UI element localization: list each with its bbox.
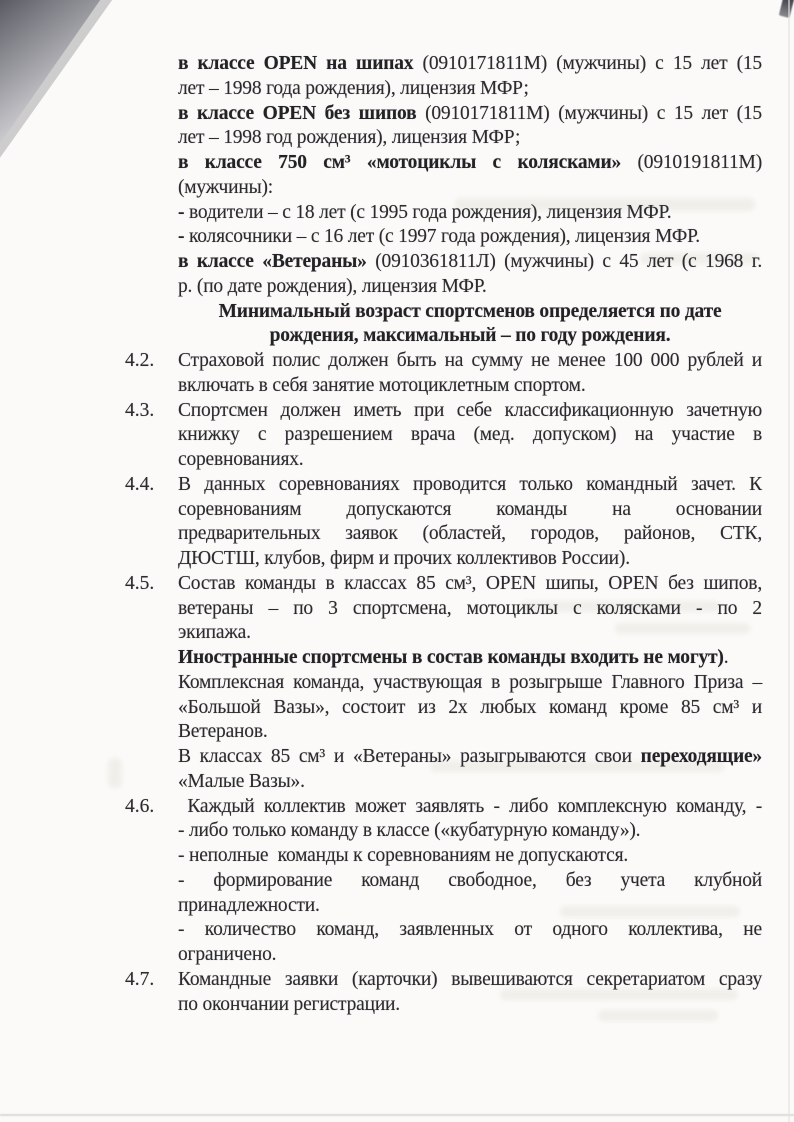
text-segment: ДЮСТШ, клубов, фирм и прочих коллективов России). <box>178 548 630 569</box>
item-number: 4.2. <box>125 350 155 371</box>
text-segment: Страховой полис должен быть на сумму не менее 100 000 рублей и <box>178 350 762 371</box>
text-segment: «Малые Вазы». <box>178 770 305 792</box>
text-segment: . <box>723 647 729 668</box>
text-segment: предварительных заявок (областей, городов, районов, СТК, <box>178 523 762 545</box>
text-segment: лет – 1998 года рождения), лицензия МФР; <box>178 77 529 99</box>
text-segment-bold: - <box>178 226 185 248</box>
text-segment: по окончании регистрации. <box>178 993 400 1015</box>
text-segment: лет – 1998 год рождения), лицензия МФР; <box>178 127 521 149</box>
text-segment: Каждый коллектив может заявлять - либо комплексную команду, - <box>178 795 762 817</box>
doc-line <box>178 720 762 745</box>
doc-line <box>178 918 762 943</box>
doc-line <box>178 300 762 325</box>
text-segment: (0910361811Л) (мужчины) с 45 лет (с 1968 г. <box>366 251 762 272</box>
scan-bottom-edge-line <box>0 1114 794 1116</box>
text-segment-bold: переходящие» <box>640 746 762 767</box>
doc-line <box>178 151 762 176</box>
text-segment: - формирование команд свободное, без учета клубной <box>178 869 762 891</box>
text-segment: Состав команды в классах 85 см³, OPEN шипы, OPEN без шипов, <box>178 572 762 594</box>
doc-line <box>125 572 762 597</box>
doc-line <box>178 448 762 473</box>
scan-right-edge-line <box>788 0 790 1122</box>
doc-line <box>125 968 762 993</box>
text-segment: ветераны – по 3 спортсмена, мотоциклы с колясками - по 2 <box>178 597 762 619</box>
text-segment: В данных соревнованиях проводится только командный зачет. К <box>178 473 762 495</box>
text-segment: (0910171811М) (мужчины) с 15 лет (15 <box>413 53 762 74</box>
item-number: 4.4. <box>125 473 155 495</box>
text-segment-bold: в классе OPEN на шипах <box>178 53 414 74</box>
doc-line <box>178 819 762 844</box>
doc-line <box>178 696 762 721</box>
text-segment: - неполные команды к соревнованиям не допускаются. <box>178 845 629 866</box>
doc-line <box>178 324 762 349</box>
text-segment: книжку с разрешением врача (мед. допуском) на участие в <box>178 424 762 446</box>
item-number: 4.6. <box>125 795 155 817</box>
text-segment: включать в себя занятие мотоциклетным спортом. <box>178 374 586 396</box>
text-segment: Ветеранов. <box>178 721 268 743</box>
text-segment: - либо только команду в классе («кубатурную команду»). <box>178 820 641 842</box>
text-segment: (0910171811М) (мужчины) с 15 лет (15 <box>416 102 762 124</box>
text-segment: ограничено. <box>178 944 277 965</box>
doc-line <box>178 423 762 448</box>
doc-line <box>178 547 762 572</box>
doc-line <box>178 176 762 201</box>
doc-line <box>178 646 762 671</box>
doc-line <box>178 52 762 77</box>
text-segment: - количество команд, заявленных от одного коллектива, не <box>178 919 762 941</box>
doc-line <box>178 597 762 622</box>
doc-line <box>178 894 762 919</box>
text-segment: р. (по дате рождения), лицензия МФР. <box>178 275 487 297</box>
text-segment: (0910191811М) <box>621 152 762 173</box>
text-segment: Комплексная команда, участвующая в розыгрыше Главного Приза – <box>178 671 762 693</box>
text-segment-bold: Иностранные спортсмены в состав команды входить не могут) <box>178 647 724 668</box>
doc-line <box>178 621 762 646</box>
text-segment-bold: Минимальный возраст спортсменов определяется по дате <box>218 300 722 322</box>
text-segment-bold: - <box>178 201 185 223</box>
text-segment: водители – с 18 лет (с 1995 года рождения), лицензия МФР. <box>184 201 672 223</box>
doc-line <box>178 374 762 399</box>
text-segment: соревнованиям допускаются команды на основании <box>178 498 762 520</box>
doc-line <box>178 275 762 300</box>
text-segment-bold: в классе OPEN без шипов <box>178 102 417 124</box>
text-segment: колясочники – с 16 лет (с 1997 года рождения), лицензия МФР. <box>184 226 700 248</box>
doc-line <box>178 671 762 696</box>
item-number: 4.5. <box>125 572 155 594</box>
document-lines <box>125 52 762 1017</box>
scan-top-right-mark <box>779 0 794 18</box>
text-segment: экипажа. <box>178 622 251 644</box>
doc-line <box>125 349 762 374</box>
text-segment-bold: рождения, максимальный – по году рождения. <box>269 325 671 347</box>
text-segment: принадлежности. <box>178 894 320 916</box>
doc-line <box>178 869 762 894</box>
text-segment-bold: в классе «Ветераны» <box>178 251 367 272</box>
doc-line <box>178 77 762 102</box>
doc-line <box>125 399 762 424</box>
doc-line <box>178 225 762 250</box>
doc-line <box>178 770 762 795</box>
doc-line <box>125 795 762 820</box>
item-number: 4.3. <box>125 399 155 421</box>
doc-line <box>178 498 762 523</box>
doc-line <box>178 201 762 226</box>
doc-line <box>125 473 762 498</box>
scan-smudge <box>108 758 122 788</box>
doc-line <box>178 102 762 127</box>
text-segment: Командные заявки (карточки) вывешиваются секретариатом сразу <box>178 968 762 990</box>
item-number: 4.7. <box>125 968 155 990</box>
text-segment-bold: в классе 750 см³ «мотоциклы с колясками» <box>178 152 622 173</box>
doc-line <box>178 522 762 547</box>
doc-line <box>178 993 762 1018</box>
text-segment: Спортсмен должен иметь при себе классификационную зачетную <box>178 399 762 421</box>
text-segment: соревнованиях. <box>178 449 304 470</box>
doc-line <box>178 250 762 275</box>
doc-line <box>178 745 762 770</box>
text-segment: (мужчины): <box>178 176 274 198</box>
doc-line <box>178 943 762 968</box>
text-segment: «Большой Вазы», состоит из 2х любых команд кроме 85 см³ и <box>178 696 762 718</box>
doc-line <box>178 844 762 869</box>
text-segment: В классах 85 см³ и «Ветераны» разыгрываются свои <box>178 746 641 767</box>
doc-line <box>178 126 762 151</box>
